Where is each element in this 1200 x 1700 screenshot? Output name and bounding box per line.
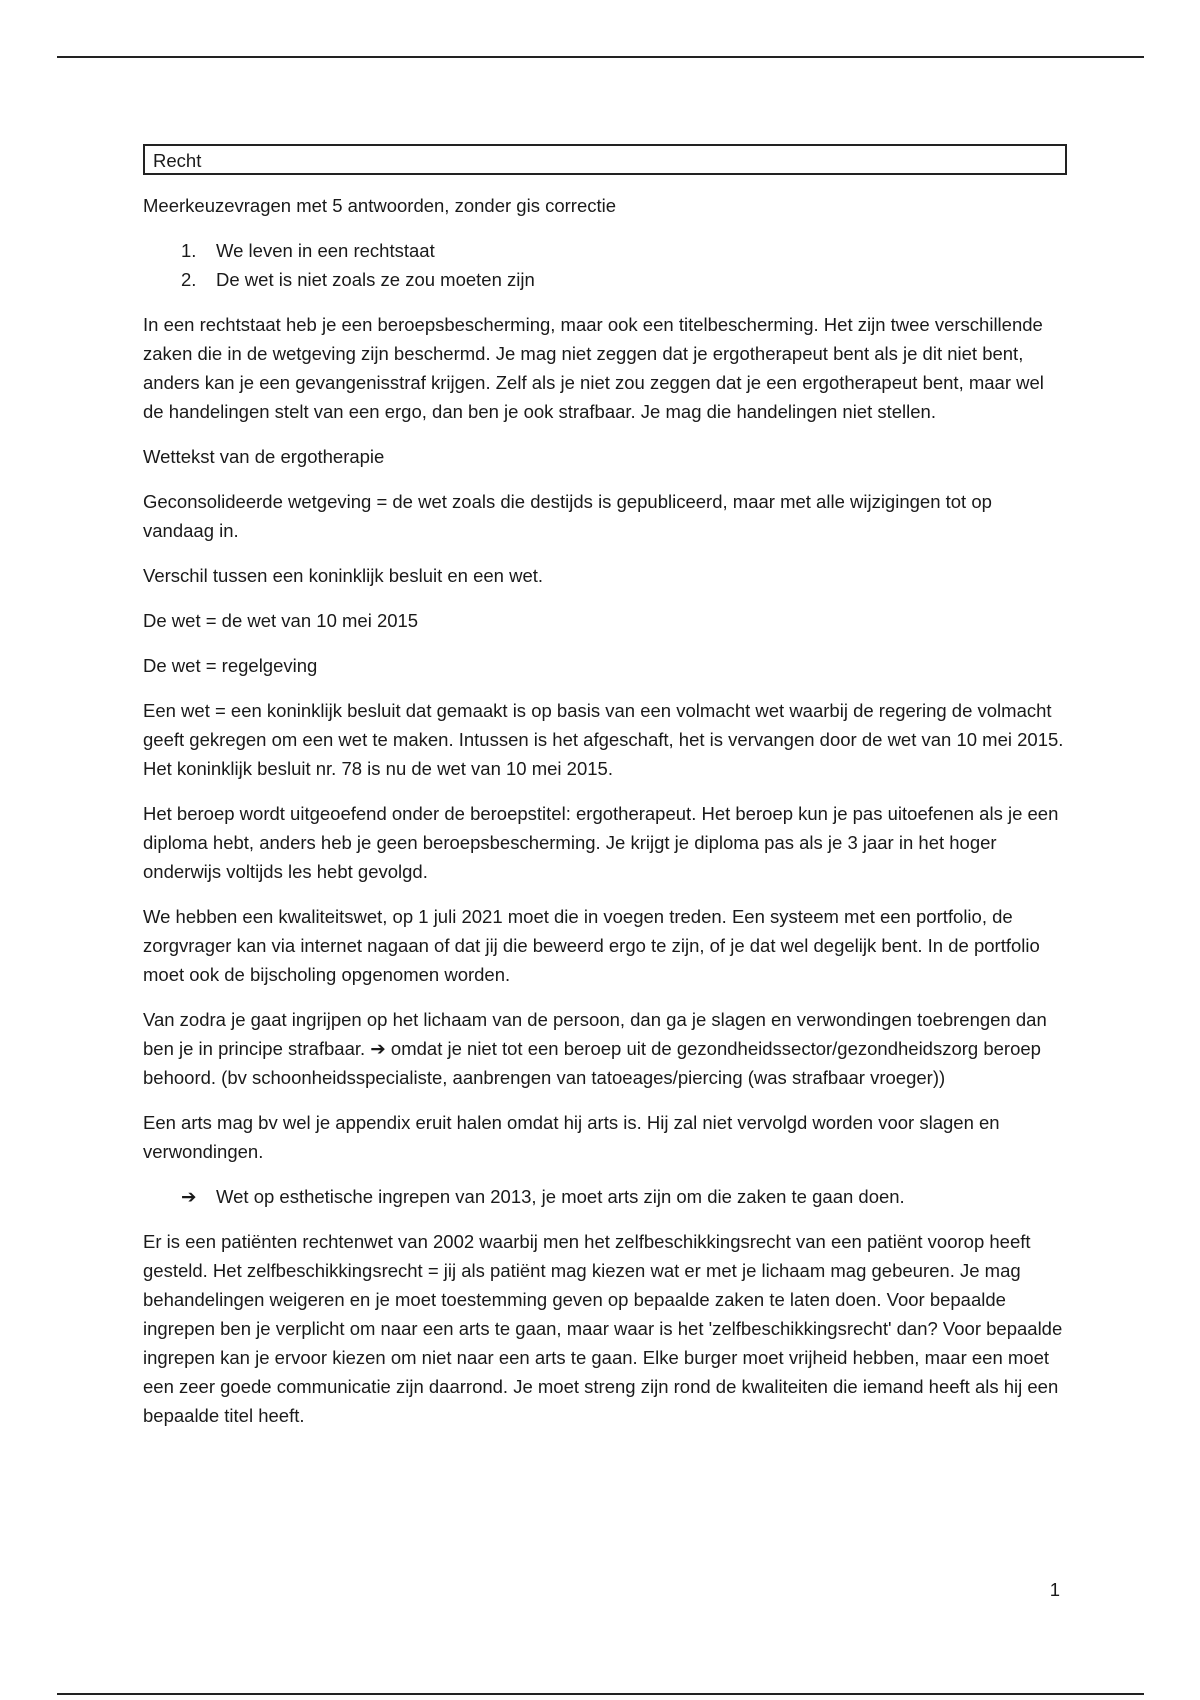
paragraph-kwaliteitswet: We hebben een kwaliteitswet, op 1 juli 2021 moet die in voegen treden. Een systeem met een portfolio, de zorgvrager kan via internet nagaan of dat jij die beweerd ergo te zijn, of je dat wel degelijk bent. In de portfolio moet ook de bijscholing opgenomen worden. (143, 906, 1040, 985)
paragraph-strafbaar-part2: omdat je niet tot een beroep uit de gezondheidssector/gezondheidszorg beroep behoord. (bv schoonheidsspecialiste, aanbrengen van tatoeages/piercing (was strafbaar vroeger)) (143, 1038, 1041, 1088)
list-item (143, 265, 1067, 294)
list-item-text: De wet is niet zoals ze zou moeten zijn (216, 269, 535, 290)
paragraph-regelgeving: De wet = regelgeving (143, 655, 318, 676)
page-number: 1 (1049, 1579, 1060, 1600)
arrow-icon: ➔ (181, 1186, 197, 1207)
paragraph-patientenrechtenwet: Er is een patiënten rechtenwet van 2002 waarbij men het zelfbeschikkingsrecht van een patiënt voorop heeft gesteld. Het zelfbeschikkingsrecht = jij als patiënt mag kiezen wat er met je lichaam mag gebeuren. Je mag behandelingen weigeren en je moet toestemming geven op bepaalde zaken te laten doen. Voor bepaalde ingrepen ben je verplicht om naar een arts te gaan, maar waar is het 'zelfbeschikkingsrecht' dan? Voor bepaalde ingrepen kan je ervoor kiezen om niet naar een arts te gaan. Elke burger moet vrijheid hebben, maar een moet een zeer goede communicatie zijn daarrond. Je moet streng zijn rond de kwaliteiten die iemand heeft als hij een bepaalde titel heeft. (143, 1231, 1063, 1426)
paragraph-strafbaar-part1: Van zodra je gaat ingrijpen op het lichaam van de persoon, dan ga je slagen en verwondingen toebrengen dan ben je in principe strafbaar. (143, 1009, 1047, 1059)
paragraph-wettekst: Wettekst van de ergotherapie (143, 446, 385, 467)
paragraph-geconsolideerd: Geconsolideerde wetgeving = de wet zoals die destijds is gepubliceerd, maar met alle wijzigingen tot op vandaag in. (143, 491, 992, 541)
paragraph-rechtstaat: In een rechtstaat heb je een beroepsbescherming, maar ook een titelbescherming. Het zijn twee verschillende zaken die in de wetgeving zijn beschermd. Je mag niet zeggen dat je ergotherapeut bent als je dit niet bent, anders kan je een gevangenisstraf krijgen. Zelf als je niet zou zeggen dat je een ergotherapeut bent, maar wel de handelingen stelt van een ergo, dan ben je ook strafbaar. Je mag die handelingen niet stellen. (143, 314, 1044, 422)
paragraph-koninklijk-besluit: Een wet = een koninklijk besluit dat gemaakt is op basis van een volmacht wet waarbij de regering de volmacht geeft gekregen om een wet te maken. Intussen is het afgeschaft, het is vervangen door de wet van 10 mei 2015. Het koninklijk besluit nr. 78 is nu de wet van 10 mei 2015. (143, 700, 1064, 779)
document-body (143, 144, 1067, 1430)
arrow-bullet-text: Wet op esthetische ingrepen van 2013, je moet arts zijn om die zaken te gaan doen. (216, 1186, 905, 1207)
list-item (143, 236, 1067, 265)
list-number: 2. (181, 269, 197, 290)
intro-text: Meerkeuzevragen met 5 antwoorden, zonder gis correctie (143, 195, 617, 216)
paragraph-beroepstitel: Het beroep wordt uitgeoefend onder de beroepstitel: ergotherapeut. Het beroep kun je pas uitoefenen als je een diploma hebt, anders heb je geen beroepsbescherming. Je krijgt je diploma pas als je 3 jaar in het hoger onderwijs voltijds les hebt gevolgd. (143, 803, 1059, 882)
paragraph-strafbaar (143, 1005, 1067, 1092)
header-rule (57, 56, 1144, 58)
list-item-text: We leven in een rechtstaat (216, 240, 435, 261)
list-number: 1. (181, 240, 197, 261)
numbered-list (143, 236, 1067, 294)
footer-rule (57, 1693, 1144, 1695)
arrow-bullet-item (143, 1182, 1067, 1211)
paragraph-verschil: Verschil tussen een koninklijk besluit en een wet. (143, 565, 544, 586)
document-title: Recht (143, 144, 1067, 175)
arrow-icon: ➔ (370, 1038, 386, 1059)
paragraph-arts: Een arts mag bv wel je appendix eruit halen omdat hij arts is. Hij zal niet vervolgd worden voor slagen en verwondingen. (143, 1112, 1000, 1162)
paragraph-wet-datum: De wet = de wet van 10 mei 2015 (143, 610, 419, 631)
